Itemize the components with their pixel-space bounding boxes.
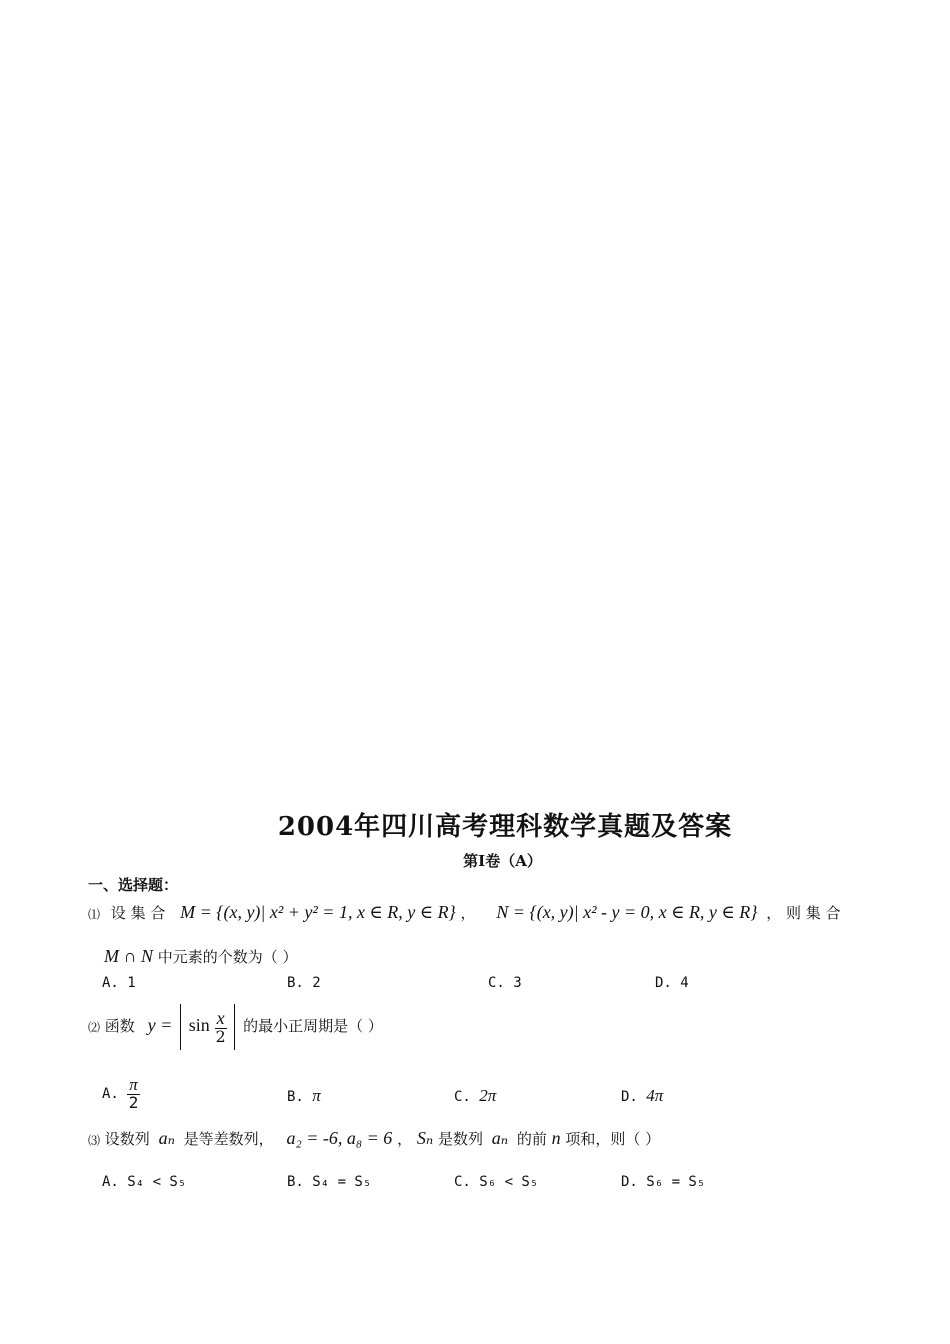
question-text: 的前: [516, 1130, 547, 1148]
option-b: B. S₄ = S₅: [287, 1174, 372, 1190]
option-value: 2π: [479, 1086, 497, 1105]
set-m-expression: M = {(x, y)| x² + y² = 1, x ∈ R, y ∈ R}: [180, 902, 456, 922]
question-text-tail: 项和，则（ ）: [565, 1130, 661, 1148]
separator: ，: [460, 904, 476, 922]
question-number: ⑴: [88, 907, 101, 922]
question-text-tail: ， 则 集 合: [766, 904, 841, 922]
option-d: D. 4: [655, 975, 689, 991]
option-label: A.: [102, 1085, 119, 1102]
question-text: 是数列: [437, 1130, 483, 1148]
page-title: 2004年四川高考理科数学真题及答案: [277, 812, 733, 842]
option-b: [287, 1086, 321, 1106]
question-text-tail: 的最小正周期是（ ）: [243, 1017, 383, 1035]
option-c: C. 3: [488, 975, 522, 991]
fraction-numerator: x: [216, 1007, 225, 1028]
question-text: 设数列: [104, 1130, 150, 1148]
option-value: π: [312, 1086, 321, 1105]
function-lhs: y =: [147, 1015, 173, 1035]
question-text: 函数: [104, 1017, 135, 1035]
variable-n: n: [551, 1128, 561, 1148]
option-label: D.: [621, 1089, 638, 1105]
intersection-expression: M ∩ N: [104, 946, 153, 966]
option-a: [102, 1076, 140, 1112]
abs-bar-left: [180, 1004, 181, 1050]
separator: ，: [397, 1130, 413, 1148]
option-label: B.: [287, 1089, 304, 1105]
question-3: [88, 1128, 660, 1149]
fraction: [215, 1009, 227, 1046]
option-a: A. 1: [102, 975, 136, 991]
sequence-symbol: aₙ: [158, 1128, 175, 1148]
function-name: sin: [188, 1015, 210, 1035]
abs-bar-right: [234, 1004, 235, 1050]
fraction-numerator: π: [129, 1075, 138, 1094]
fraction-denominator: 2: [128, 1092, 139, 1112]
fraction: [127, 1076, 140, 1112]
partial-sum-symbol: Sₙ: [416, 1128, 434, 1148]
option-b: B. 2: [287, 975, 321, 991]
option-c: [454, 1086, 496, 1106]
question-1-line1: [88, 902, 841, 923]
fraction-denominator: 2: [215, 1026, 226, 1046]
question-number: ⑶: [88, 1133, 101, 1148]
option-value: 4π: [646, 1086, 664, 1105]
option-label: C.: [454, 1089, 471, 1105]
sequence-symbol: aₙ: [491, 1128, 509, 1148]
question-1-line2: [104, 946, 298, 967]
option-c: C. S₆ < S₅: [454, 1174, 539, 1190]
sequence-conditions: a₂ = -6, a₈ = 6: [286, 1128, 393, 1148]
set-n-expression: N = {(x, y)| x² - y = 0, x ∈ R, y ∈ R}: [496, 902, 758, 922]
option-d: [621, 1086, 663, 1106]
question-text: 中元素的个数为（ ）: [157, 948, 298, 966]
option-a: A. S₄ < S₅: [102, 1174, 187, 1190]
section-heading: 一、选择题：: [88, 876, 179, 894]
option-d: D. S₆ = S₅: [621, 1174, 706, 1190]
paper-subtitle: 第Ⅰ卷（A）: [463, 852, 542, 870]
question-text: 设 集 合: [110, 904, 166, 922]
question-2: [88, 1004, 383, 1050]
question-number: ⑵: [88, 1020, 101, 1035]
question-text: 是等差数列，: [183, 1130, 274, 1148]
